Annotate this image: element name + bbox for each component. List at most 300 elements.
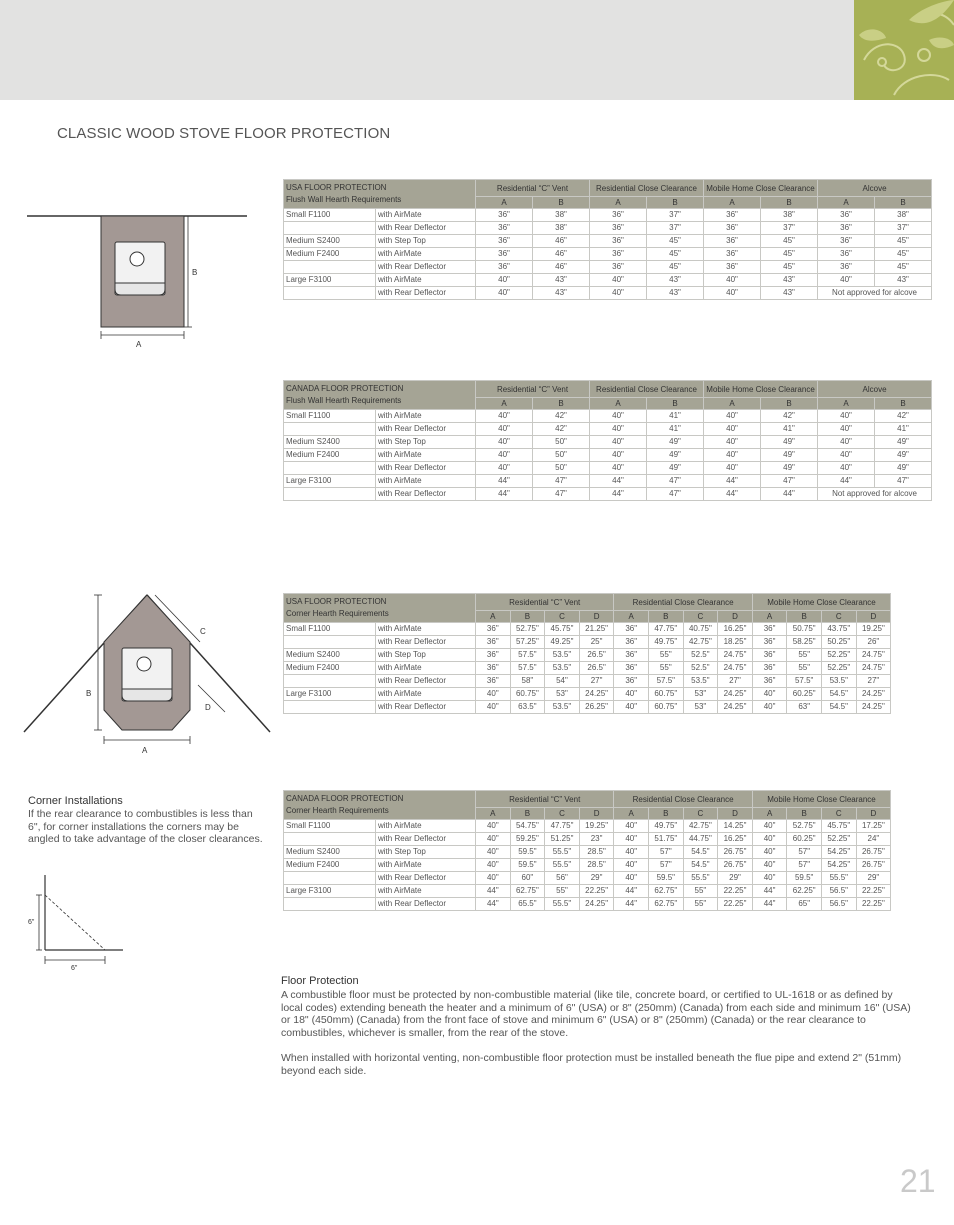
value-cell: 26.75" (856, 859, 891, 872)
corner-diagram (20, 590, 275, 760)
value-cell: 59.5" (510, 859, 545, 872)
value-cell: 22.25" (718, 898, 753, 911)
value-cell: 41" (761, 423, 818, 436)
value-cell: 27" (718, 675, 753, 688)
value-cell: 57.5" (649, 675, 684, 688)
model-cell: Medium F2400 (284, 662, 376, 675)
table-row (284, 701, 891, 714)
value-cell: 40" (752, 872, 787, 885)
option-cell: with Rear Deflector (376, 898, 476, 911)
value-cell: 36" (752, 636, 787, 649)
table-row (284, 675, 891, 688)
table-title: CANADA FLOOR PROTECTION Corner Hearth Requirements (284, 791, 476, 820)
value-cell: 55.5" (683, 872, 718, 885)
dim-label-b: B (192, 268, 198, 277)
value-cell: 60.75" (510, 688, 545, 701)
value-cell: 47" (533, 488, 590, 501)
value-cell: 44" (752, 885, 787, 898)
value-cell: 36" (818, 261, 875, 274)
value-cell: 24.25" (856, 688, 891, 701)
value-cell: 43" (647, 274, 704, 287)
value-cell: 44" (614, 898, 649, 911)
value-cell: 49.25" (545, 636, 580, 649)
usa-flush-table: USA FLOOR PROTECTION Flush Wall Hearth Requirements Residential “C” Vent Residential Close Clearance Mobile Home Close Clearance Alcove A B A B A B A B Small F1100 with AirMate 36" 38" 36" 37" 36" 38" 36" 38" with Rear Deflector 36" 38" 36" 37" 36" 37" 36" 37" Medium S2400 with Step Top 36" 46" 36" 45" 36" 45" 36" 45" Medium F2400 with AirMate 36" 46" 36" 45" 36" 45" 36" 45" with Rear Deflector 36" 46" 36" 45" 36" 45" 36" 45" Large F3100 with AirMate 40" 43" 40" 43" 40" 43" 40" 43" with Rear Deflector 40" 43" 40" 43" 40" 43" Not approved for alcove (283, 179, 932, 300)
value-cell: 53" (683, 688, 718, 701)
value-cell: 40" (476, 274, 533, 287)
value-cell: 27" (579, 675, 614, 688)
model-cell (284, 488, 376, 501)
value-cell: 40" (590, 436, 647, 449)
value-cell: 46" (533, 235, 590, 248)
value-cell: 40" (752, 859, 787, 872)
option-cell: with Rear Deflector (376, 222, 476, 235)
value-cell: 55.5" (545, 898, 580, 911)
value-cell: 50" (533, 462, 590, 475)
value-cell: 49" (875, 436, 932, 449)
group-header: Alcove (818, 381, 932, 398)
dim-label-c: C (200, 627, 206, 636)
value-cell: 36" (704, 248, 761, 261)
value-cell: 62.75" (649, 885, 684, 898)
floor-protection-venting-text: When installed with horizontal venting, non-combustible floor protection must be installed beneath the flue pipe and extend 2" (51mm) beyond each side. (281, 1052, 902, 1077)
value-cell: 36" (614, 662, 649, 675)
value-cell: 43" (647, 287, 704, 300)
value-cell: 22.25" (856, 898, 891, 911)
value-cell: 54" (545, 675, 580, 688)
model-cell (284, 701, 376, 714)
table-row (284, 287, 932, 300)
value-cell: 55" (545, 885, 580, 898)
model-cell (284, 462, 376, 475)
value-cell: 40" (704, 462, 761, 475)
option-cell: with AirMate (376, 449, 476, 462)
value-cell: 42.75" (683, 820, 718, 833)
value-cell: 40" (704, 410, 761, 423)
value-cell: 36" (818, 248, 875, 261)
value-cell: 40" (614, 701, 649, 714)
value-cell: 59.25" (510, 833, 545, 846)
value-cell: 45" (761, 235, 818, 248)
value-cell: 56.5" (822, 898, 857, 911)
dim-label-vertical: 6" (28, 919, 35, 926)
corner-installations-heading: Corner Installations (28, 795, 123, 807)
value-cell: 36" (590, 248, 647, 261)
value-cell: 29" (718, 872, 753, 885)
value-cell: 49.75" (649, 636, 684, 649)
model-cell (284, 872, 376, 885)
value-cell: 37" (647, 222, 704, 235)
group-header: Residential Close Clearance (614, 791, 752, 808)
value-cell: 50" (533, 449, 590, 462)
value-cell: 40" (704, 423, 761, 436)
value-cell: 43" (761, 287, 818, 300)
value-cell: 54.5" (683, 846, 718, 859)
value-cell: 57" (787, 846, 822, 859)
value-cell: 65.5" (510, 898, 545, 911)
value-cell: 54.25" (822, 846, 857, 859)
value-cell: 63.5" (510, 701, 545, 714)
value-cell: 29" (856, 872, 891, 885)
group-header: Residential “C” Vent (476, 791, 614, 808)
table-row (284, 410, 932, 423)
value-cell: 24.25" (856, 701, 891, 714)
table-row (284, 872, 891, 885)
model-cell (284, 261, 376, 274)
dim-label-d: D (205, 703, 211, 712)
table-row (284, 885, 891, 898)
model-cell: Small F1100 (284, 820, 376, 833)
value-cell: 41" (647, 423, 704, 436)
value-cell: 50.75" (787, 623, 822, 636)
value-cell: 56.5" (822, 885, 857, 898)
value-cell: 41" (647, 410, 704, 423)
value-cell: 26.25" (579, 701, 614, 714)
value-cell: 27" (856, 675, 891, 688)
value-cell: 44" (704, 488, 761, 501)
value-cell: 60.25" (787, 833, 822, 846)
value-cell: 57.5" (787, 675, 822, 688)
value-cell: 52.5" (683, 649, 718, 662)
value-cell: 36" (704, 261, 761, 274)
model-cell: Medium F2400 (284, 449, 376, 462)
value-cell: 57" (649, 846, 684, 859)
value-cell: 24.25" (718, 701, 753, 714)
floor-protection-text: A combustible floor must be protected by non-combustible material (like tile, concrete board, or certified to UL-1618 or as defined by local codes) extending beneath the heater and a minimum of 6" (USA) or 8" (250mm) (Canada) from each side and minimum 16" (USA) or 18" (450mm) (Canada) from the front face of stove and minimum 6" (USA) or 8" (250mm) (Canada) or the rear clearance to combustibles, whichever is smaller, from the rear of the stove. (281, 989, 911, 1039)
option-cell: with AirMate (376, 623, 476, 636)
value-cell: 26.75" (718, 859, 753, 872)
option-cell: with AirMate (376, 820, 476, 833)
model-cell (284, 287, 376, 300)
value-cell: 43" (761, 274, 818, 287)
table-row (284, 274, 932, 287)
table-row (284, 898, 891, 911)
value-cell: 36" (590, 235, 647, 248)
value-cell: 40" (752, 833, 787, 846)
value-cell: 54.5" (821, 701, 856, 714)
group-header: Residential “C” Vent (476, 180, 590, 197)
table-row (284, 423, 932, 436)
canada-corner-table: CANADA FLOOR PROTECTION Corner Hearth Requirements Residential “C” Vent Residential Close Clearance Mobile Home Close Clearance A B C D A B C D A B C D Small F1100 with AirMate 40" 54.75" 47.75" 19.25" 40" 49.75" 42.75" 14.25" 40" 52.75" 45.75" 17.25" with Rear Deflector 40" 59.25" 51.25" 23" 40" 51.75" 44.75" 16.25" 40" 60.25" 52.25" 24" Medium S2400 with Step Top 40" 59.5" 55.5" 28.5" 40" 57" 54.5" 26.75" 40" 57" 54.25" 26.75" Medium F2400 with AirMate 40" 59.5" 55.5" 28.5" 40" 57" 54.5" 26.75" 40" 57" 54.25" 26.75" with Rear Deflector 40" 60" 56" 29" 40" 59.5" 55.5" 29" 40" 59.5" 55.5" 29" Large F3100 with AirMate 44" 62.75" 55" 22.25" 44" 62.75" 55" 22.25" 44" 62.25" 56.5" 22.25" with Rear Deflector 44" 65.5" 55.5" 24.25" 44" 62.75" 55" 22.25" 44" 65" 56.5" 22.25" (283, 790, 891, 911)
value-cell: 44" (590, 488, 647, 501)
value-cell: 40" (476, 820, 511, 833)
value-cell: 56" (545, 872, 580, 885)
value-cell: 16.25" (718, 623, 753, 636)
value-cell: 19.25" (579, 820, 614, 833)
value-cell: 18.25" (718, 636, 753, 649)
value-cell: 37" (647, 209, 704, 222)
value-cell: 59.5" (649, 872, 684, 885)
value-cell: 21.25" (579, 623, 614, 636)
model-cell: Medium S2400 (284, 235, 376, 248)
value-cell: 36" (818, 209, 875, 222)
option-cell: with AirMate (376, 859, 476, 872)
value-cell: 26.75" (718, 846, 753, 859)
value-cell: 36" (476, 623, 511, 636)
value-cell: 53.5" (683, 675, 718, 688)
value-cell: 53.5" (545, 649, 580, 662)
table-row (284, 248, 932, 261)
option-cell: with Step Top (376, 846, 476, 859)
value-cell: 36" (614, 636, 649, 649)
value-cell: 40" (590, 423, 647, 436)
value-cell: 36" (818, 222, 875, 235)
model-cell: Medium S2400 (284, 846, 376, 859)
model-cell: Large F3100 (284, 475, 376, 488)
option-cell: with AirMate (376, 410, 476, 423)
value-cell: 60" (510, 872, 545, 885)
option-cell: with Rear Deflector (376, 488, 476, 501)
group-header: Mobile Home Close Clearance (752, 594, 890, 611)
value-cell: 40" (704, 436, 761, 449)
floor-protection-heading: Floor Protection (281, 975, 359, 987)
value-cell: 45.75" (545, 623, 580, 636)
option-cell: with Rear Deflector (376, 636, 476, 649)
value-cell: 47" (761, 475, 818, 488)
value-cell: 38" (875, 209, 932, 222)
value-cell: 60.75" (649, 688, 684, 701)
value-cell: 25" (579, 636, 614, 649)
value-cell: 46" (533, 261, 590, 274)
value-cell: 62.75" (649, 898, 684, 911)
value-cell: 57.25" (510, 636, 545, 649)
value-cell: 24.75" (718, 649, 753, 662)
value-cell: 36" (704, 222, 761, 235)
value-cell: 36" (752, 675, 787, 688)
value-cell: 44" (476, 475, 533, 488)
value-cell: 62.75" (510, 885, 545, 898)
option-cell: with AirMate (376, 274, 476, 287)
value-cell: 29" (579, 872, 614, 885)
value-cell: 49.75" (649, 820, 684, 833)
dim-label-b: B (86, 689, 92, 698)
value-cell: 40" (752, 688, 787, 701)
model-cell: Large F3100 (284, 885, 376, 898)
table-row (284, 235, 932, 248)
page-number: 21 (900, 1163, 936, 1199)
value-cell: 65" (787, 898, 822, 911)
value-cell: 55" (787, 662, 822, 675)
value-cell: 36" (590, 222, 647, 235)
model-cell (284, 675, 376, 688)
value-cell: 45" (647, 261, 704, 274)
value-cell: 57.5" (510, 649, 545, 662)
value-cell: 42" (761, 410, 818, 423)
value-cell: 47.75" (545, 820, 580, 833)
option-cell: with Rear Deflector (376, 701, 476, 714)
value-cell: 53" (683, 701, 718, 714)
table-row (284, 820, 891, 833)
not-approved-note: Not approved for alcove (818, 488, 932, 501)
value-cell: 40" (476, 701, 511, 714)
value-cell: 42.75" (683, 636, 718, 649)
value-cell: 60.75" (649, 701, 684, 714)
value-cell: 57.5" (510, 662, 545, 675)
value-cell: 40" (476, 449, 533, 462)
value-cell: 36" (476, 248, 533, 261)
value-cell: 40" (818, 410, 875, 423)
value-cell: 47" (647, 488, 704, 501)
table-row (284, 209, 932, 222)
value-cell: 55.5" (545, 846, 580, 859)
group-header: Mobile Home Close Clearance (752, 791, 890, 808)
value-cell: 44" (704, 475, 761, 488)
value-cell: 40" (614, 846, 649, 859)
table-row (284, 649, 891, 662)
option-cell: with Rear Deflector (376, 833, 476, 846)
value-cell: 40" (476, 833, 511, 846)
value-cell: 51.25" (545, 833, 580, 846)
model-cell: Small F1100 (284, 209, 376, 222)
value-cell: 40" (476, 436, 533, 449)
value-cell: 53.5" (821, 675, 856, 688)
value-cell: 40" (614, 833, 649, 846)
value-cell: 24.75" (856, 649, 891, 662)
value-cell: 24.25" (579, 688, 614, 701)
model-cell: Medium S2400 (284, 649, 376, 662)
value-cell: 38" (761, 209, 818, 222)
value-cell: 40" (614, 859, 649, 872)
value-cell: 47" (533, 475, 590, 488)
value-cell: 45" (875, 248, 932, 261)
model-cell (284, 898, 376, 911)
value-cell: 36" (476, 649, 511, 662)
value-cell: 36" (704, 209, 761, 222)
angled-corner-diagram (25, 870, 130, 975)
table-row (284, 261, 932, 274)
value-cell: 37" (761, 222, 818, 235)
value-cell: 55" (787, 649, 822, 662)
option-cell: with Step Top (376, 649, 476, 662)
value-cell: 38" (533, 222, 590, 235)
flush-wall-diagram (22, 205, 252, 350)
value-cell: 44" (752, 898, 787, 911)
value-cell: 40" (614, 820, 649, 833)
value-cell: 49" (647, 462, 704, 475)
value-cell: 44.75" (683, 833, 718, 846)
value-cell: 55" (683, 885, 718, 898)
model-cell (284, 636, 376, 649)
table-row (284, 623, 891, 636)
value-cell: 55.5" (822, 872, 857, 885)
value-cell: 40" (752, 846, 787, 859)
value-cell: 36" (614, 675, 649, 688)
table-row (284, 436, 932, 449)
table-title: CANADA FLOOR PROTECTION Flush Wall Hearth Requirements (284, 381, 476, 410)
value-cell: 55" (649, 649, 684, 662)
option-cell: with AirMate (376, 209, 476, 222)
option-cell: with AirMate (376, 248, 476, 261)
model-cell (284, 222, 376, 235)
value-cell: 40" (818, 436, 875, 449)
value-cell: 45.75" (822, 820, 857, 833)
value-cell: 40" (476, 859, 511, 872)
value-cell: 43" (875, 274, 932, 287)
option-cell: with AirMate (376, 475, 476, 488)
value-cell: 47" (647, 475, 704, 488)
value-cell: 49" (875, 462, 932, 475)
value-cell: 36" (590, 209, 647, 222)
value-cell: 36" (752, 662, 787, 675)
value-cell: 40" (476, 410, 533, 423)
value-cell: 40" (704, 274, 761, 287)
group-header: Alcove (818, 180, 932, 197)
value-cell: 22.25" (579, 885, 614, 898)
value-cell: 22.25" (856, 885, 891, 898)
value-cell: 24.25" (579, 898, 614, 911)
value-cell: 28.5" (579, 859, 614, 872)
value-cell: 22.25" (718, 885, 753, 898)
value-cell: 40" (614, 688, 649, 701)
value-cell: 45" (875, 261, 932, 274)
table-title: USA FLOOR PROTECTION Flush Wall Hearth Requirements (284, 180, 476, 209)
value-cell: 40" (752, 820, 787, 833)
value-cell: 16.25" (718, 833, 753, 846)
option-cell: with Rear Deflector (376, 261, 476, 274)
group-header: Residential Close Clearance (590, 180, 704, 197)
dim-label-a: A (136, 340, 142, 349)
usa-corner-table: USA FLOOR PROTECTION Corner Hearth Requirements Residential “C” Vent Residential Close Clearance Mobile Home Close Clearance A B C D A B C D A B C D Small F1100 with AirMate 36" 52.75" 45.75" 21.25" 36" 47.75" 40.75" 16.25" 36" 50.75" 43.75" 19.25" with Rear Deflector 36" 57.25" 49.25" 25" 36" 49.75" 42.75" 18.25" 36" 58.25" 50.25" 26" Medium S2400 with Step Top 36" 57.5" 53.5" 26.5" 36" 55" 52.5" 24.75" 36" 55" 52.25" 24.75" Medium F2400 with AirMate 36" 57.5" 53.5" 26.5" 36" 55" 52.5" 24.75" 36" 55" 52.25" 24.75" with Rear Deflector 36" 58" 54" 27" 36" 57.5" 53.5" 27" 36" 57.5" 53.5" 27" Large F3100 with AirMate 40" 60.75" 53" 24.25" 40" 60.75" 53" 24.25" 40" 60.25" 54.5" 24.25" with Rear Deflector 40" 63.5" 53.5" 26.25" 40" 60.75" 53" 24.25" 40" 63" 54.5" 24.25" (283, 593, 891, 714)
value-cell: 24" (856, 833, 891, 846)
value-cell: 44" (614, 885, 649, 898)
value-cell: 36" (818, 235, 875, 248)
value-cell: 19.25" (856, 623, 891, 636)
table-row (284, 449, 932, 462)
value-cell: 58.25" (787, 636, 822, 649)
value-cell: 44" (818, 475, 875, 488)
value-cell: 59.5" (787, 872, 822, 885)
value-cell: 55" (683, 898, 718, 911)
option-cell: with Rear Deflector (376, 287, 476, 300)
value-cell: 26" (856, 636, 891, 649)
value-cell: 52.75" (787, 820, 822, 833)
value-cell: 38" (533, 209, 590, 222)
group-header: Residential “C” Vent (476, 381, 590, 398)
value-cell: 45" (761, 248, 818, 261)
value-cell: 42" (875, 410, 932, 423)
value-cell: 44" (476, 488, 533, 501)
value-cell: 26.5" (579, 662, 614, 675)
value-cell: 36" (476, 222, 533, 235)
value-cell: 42" (533, 410, 590, 423)
option-cell: with AirMate (376, 885, 476, 898)
value-cell: 26.5" (579, 649, 614, 662)
value-cell: 49" (761, 436, 818, 449)
option-cell: with Rear Deflector (376, 462, 476, 475)
value-cell: 52.25" (821, 662, 856, 675)
value-cell: 54.5" (683, 859, 718, 872)
corner-installations-text: If the rear clearance to combustibles is less than 6", for corner installations the corners may be angled to take advantage of the closer clearances. (28, 808, 263, 845)
value-cell: 47.75" (649, 623, 684, 636)
value-cell: 40" (704, 287, 761, 300)
value-cell: 52.75" (510, 623, 545, 636)
value-cell: 37" (875, 222, 932, 235)
value-cell: 36" (476, 209, 533, 222)
value-cell: 49" (761, 449, 818, 462)
group-header: Mobile Home Close Clearance (704, 180, 818, 197)
option-cell: with Step Top (376, 436, 476, 449)
value-cell: 43.75" (821, 623, 856, 636)
option-cell: with AirMate (376, 688, 476, 701)
model-cell (284, 833, 376, 846)
value-cell: 40" (590, 410, 647, 423)
value-cell: 40" (752, 701, 787, 714)
value-cell: 40" (590, 462, 647, 475)
header-bar (0, 0, 954, 100)
model-cell: Medium F2400 (284, 248, 376, 261)
value-cell: 44" (476, 898, 511, 911)
value-cell: 14.25" (718, 820, 753, 833)
floral-ornament (854, 0, 954, 100)
